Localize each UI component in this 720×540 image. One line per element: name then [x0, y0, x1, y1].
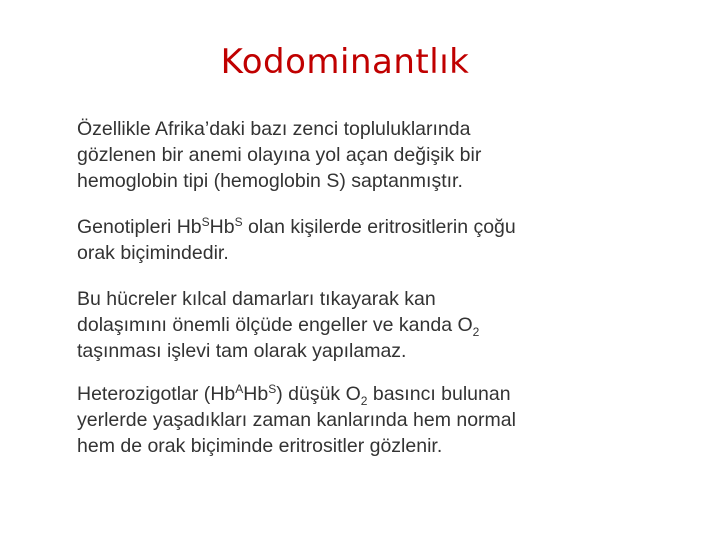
text-run: basıncı bulunan [367, 383, 511, 405]
oxygen-subscript: 2 [360, 394, 368, 408]
hb-symbol: Hb [243, 383, 269, 405]
allele-superscript: S [201, 215, 210, 229]
text-line [77, 312, 577, 338]
text-line [77, 381, 577, 407]
hb-symbol: Hb [176, 216, 202, 238]
oxygen-subscript: 2 [472, 325, 480, 339]
text-line [77, 214, 577, 240]
allele-superscript: S [234, 215, 243, 229]
text-run: ) düşük O [276, 383, 361, 405]
paragraph-heterozygous [77, 381, 577, 459]
text-line: hemoglobin tipi (hemoglobin S) saptanmıştır. [77, 170, 463, 192]
allele-superscript: S [268, 382, 277, 396]
text-line: orak biçimindedir. [77, 242, 229, 264]
hb-symbol: Hb [210, 383, 236, 405]
text-line: gözlenen bir anemi olayına yol açan değişik bir [77, 144, 482, 166]
text-line: yerlerde yaşadıkları zaman kanlarında hem normal [77, 409, 516, 431]
text-line: Özellikle Afrika’daki bazı zenci topluluklarında [77, 118, 471, 140]
slide-title: Kodominantlık [220, 42, 470, 82]
allele-superscript: A [235, 382, 244, 396]
paragraph-capillary-blockage [77, 286, 577, 364]
text-line: hem de orak biçiminde eritrositler gözlenir. [77, 435, 443, 457]
text-run: Heterozigotlar ( [77, 383, 211, 405]
text-run: dolaşımını önemli ölçüde engeller ve kanda O [77, 314, 473, 336]
paragraph-sickle-cell-intro [77, 116, 577, 194]
paragraph-homozygous-genotype [77, 214, 577, 266]
text-run: Genotipleri [77, 216, 177, 238]
body-text [77, 116, 577, 459]
text-run: olan kişilerde eritrositlerin çoğu [242, 216, 516, 238]
hb-symbol: Hb [209, 216, 235, 238]
text-line: Bu hücreler kılcal damarları tıkayarak kan [77, 288, 436, 310]
text-line: taşınması işlevi tam olarak yapılamaz. [77, 340, 407, 362]
